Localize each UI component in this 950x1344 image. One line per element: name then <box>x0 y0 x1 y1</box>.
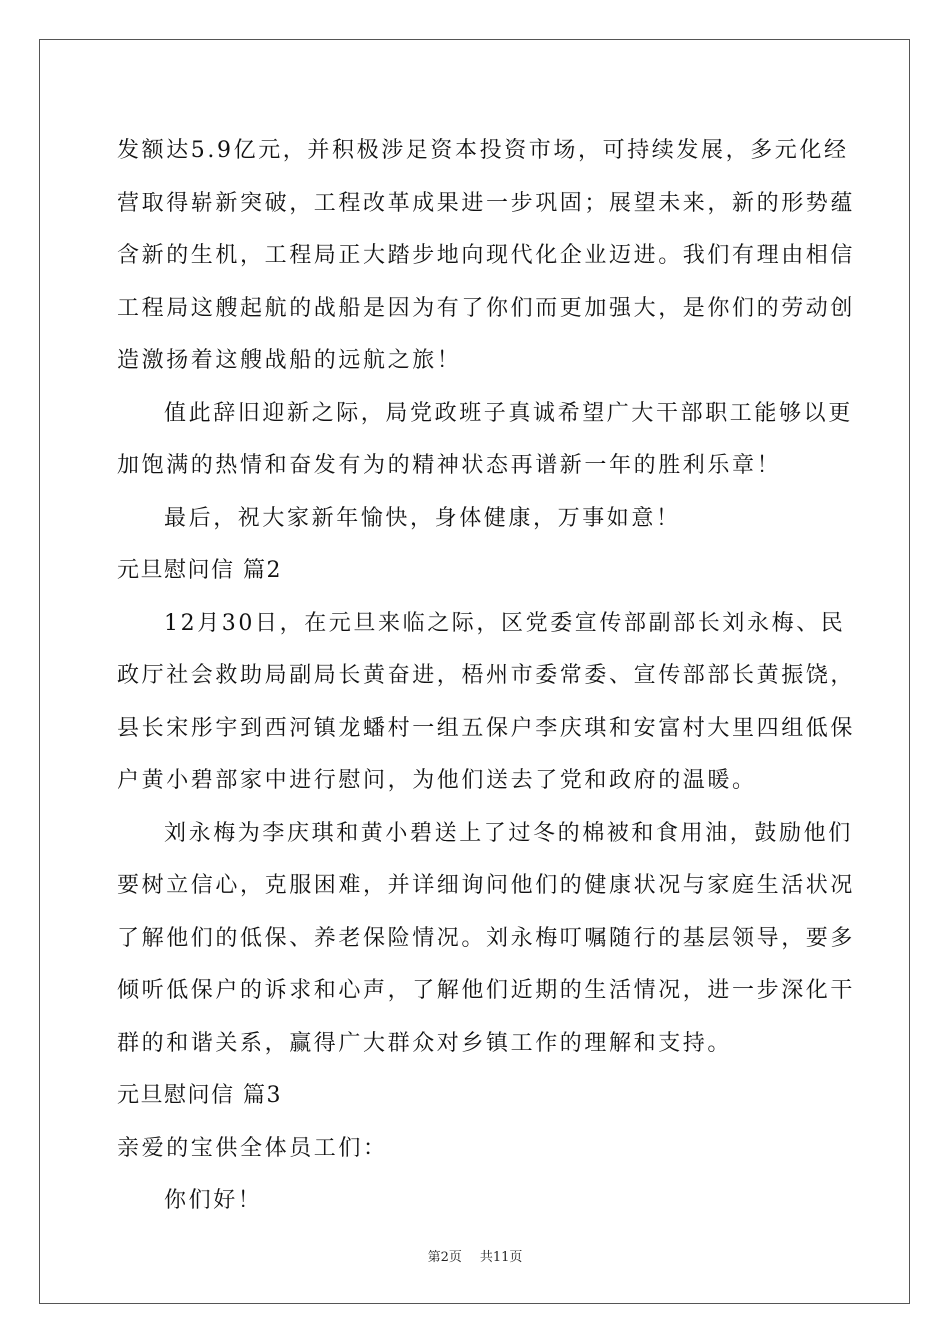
text-line: 倾听低保户的诉求和心声，了解他们近期的生活情况，进一步深化干 <box>117 978 856 1003</box>
paragraph-start-line: 值此辞旧迎新之际，局党政班子真诚希望广大干部职工能够以更 <box>164 400 853 426</box>
text-line: 政厅社会救助局副局长黄奋进，梧州市委常委、宣传部部长黄振饶， <box>117 663 856 688</box>
paragraph-start-line: 12月30日，在元旦来临之际，区党委宣传部副部长刘永梅、民 <box>164 610 846 636</box>
text-line: 县长宋彤宇到西河镇龙蟠村一组五保户李庆琪和安富村大里四组低保 <box>117 715 856 741</box>
text-line: 含新的生机，工程局正大踏步地向现代化企业迈进。我们有理由相信 <box>117 243 856 268</box>
greeting: 你们好！ <box>164 1188 263 1213</box>
text-line: 户黄小碧部家中进行慰问，为他们送去了党和政府的温暖。 <box>117 768 757 793</box>
text-line: 了解他们的低保、养老保险情况。刘永梅叮嘱随行的基层领导，要多 <box>117 925 856 951</box>
page-total: 共11页 <box>479 1250 523 1265</box>
salutation: 亲爱的宝供全体员工们： <box>117 1135 388 1161</box>
text-line: 要树立信心，克服困难，并详细询问他们的健康状况与家庭生活状况 <box>117 873 856 898</box>
text-line: 工程局这艘起航的战船是因为有了你们而更加强大，是你们的劳动创 <box>117 295 856 321</box>
page-number: 第2页 <box>427 1250 462 1265</box>
section-heading: 元旦慰问信 篇2 <box>117 558 282 583</box>
text-line: 群的和谐关系，赢得广大群众对乡镇工作的理解和支持。 <box>117 1030 733 1056</box>
paragraph-start-line: 刘永梅为李庆琪和黄小碧送上了过冬的棉被和食用油，鼓励他们 <box>164 820 853 846</box>
text-line: 加饱满的热情和奋发有为的精神状态再谱新一年的胜利乐章！ <box>117 453 782 478</box>
paragraph-start-line: 最后，祝大家新年愉快，身体健康，万事如意！ <box>164 505 681 531</box>
page-footer <box>0 1246 950 1265</box>
text-line: 造激扬着这艘战船的远航之旅！ <box>117 348 462 373</box>
text-line: 营取得崭新突破，工程改革成果进一步巩固；展望未来，新的形势蕴 <box>117 190 856 216</box>
text-line: 发额达5.9亿元，并积极涉足资本投资市场，可持续发展，多元化经 <box>117 138 849 163</box>
section-heading: 元旦慰问信 篇3 <box>117 1083 282 1108</box>
document-body <box>117 125 856 1228</box>
